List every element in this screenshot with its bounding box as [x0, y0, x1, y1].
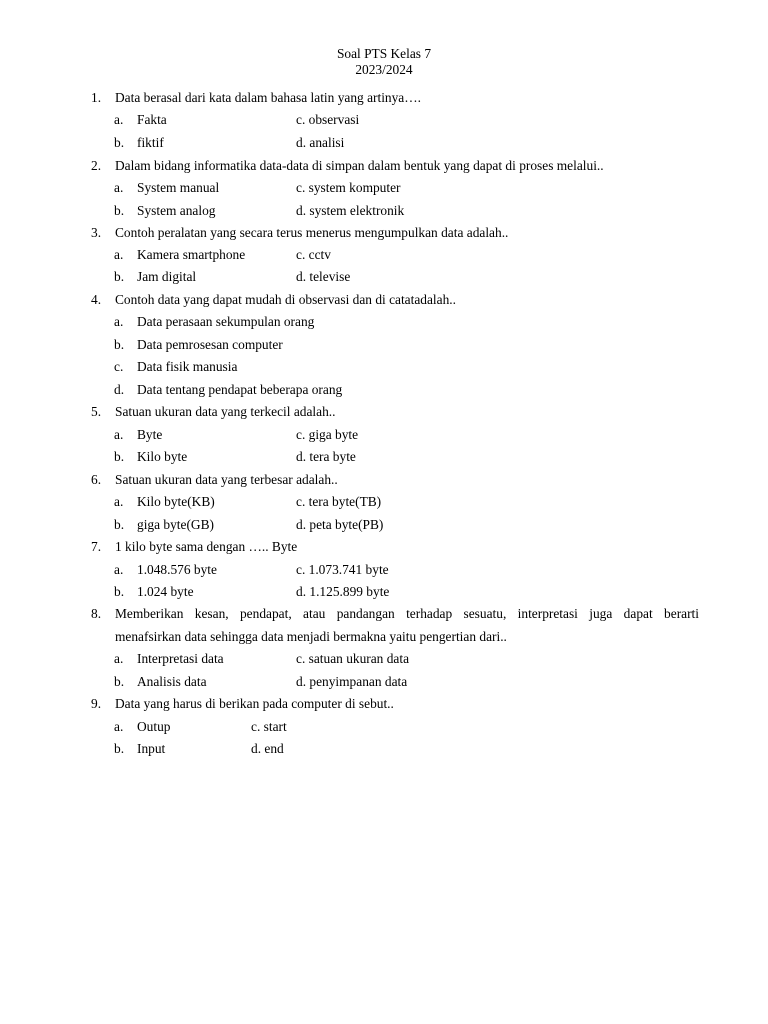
- option-c: Data fisik manusia: [137, 359, 238, 374]
- option-b: fiktif: [137, 135, 164, 150]
- option-letter: a.: [114, 494, 124, 509]
- option-letter: b.: [114, 584, 125, 599]
- question-number: 4.: [91, 292, 102, 307]
- question-number: 6.: [91, 472, 102, 487]
- option-letter: c.: [114, 359, 124, 374]
- question-number: 8.: [91, 606, 102, 621]
- option-b: Analisis data: [137, 674, 207, 689]
- option-c: c. cctv: [296, 247, 331, 262]
- option-letter: b.: [114, 741, 125, 756]
- option-letter: a.: [114, 719, 124, 734]
- option-letter: a.: [114, 247, 124, 262]
- option-b: System analog: [137, 203, 216, 218]
- option-letter: a.: [114, 314, 124, 329]
- option-letter: b.: [114, 449, 125, 464]
- question-number: 7.: [91, 539, 102, 554]
- option-letter: b.: [114, 203, 125, 218]
- option-c: c. observasi: [296, 112, 360, 127]
- question-number: 3.: [91, 225, 102, 240]
- option-d: d. end: [251, 741, 284, 756]
- option-b: Data pemrosesan computer: [137, 337, 283, 352]
- option-c: c. start: [251, 719, 287, 734]
- option-d: d. tera byte: [296, 449, 356, 464]
- question-text: Dalam bidang informatika data-data di simpan dalam bentuk yang dapat di proses melalui..: [115, 158, 604, 173]
- option-a: Data perasaan sekumpulan orang: [137, 314, 315, 329]
- question-text: Satuan ukuran data yang terkecil adalah..: [115, 404, 336, 419]
- option-letter: a.: [114, 651, 124, 666]
- option-letter: b.: [114, 269, 125, 284]
- option-d: d. 1.125.899 byte: [296, 584, 390, 599]
- option-letter: a.: [114, 112, 124, 127]
- question-number: 1.: [91, 90, 102, 105]
- option-letter: b.: [114, 135, 125, 150]
- question-text-line-2: menafsirkan data sehingga data menjadi bermakna yaitu pengertian dari..: [115, 629, 507, 644]
- option-a: Kamera smartphone: [137, 247, 246, 262]
- question-number: 5.: [91, 404, 102, 419]
- option-d: d. televise: [296, 269, 351, 284]
- option-b: Jam digital: [137, 269, 197, 284]
- option-b: Kilo byte: [137, 449, 188, 464]
- option-a: Byte: [137, 427, 163, 442]
- option-a: System manual: [137, 180, 220, 195]
- option-c: c. tera byte(TB): [296, 494, 382, 509]
- document-subtitle: 2023/2024: [355, 62, 413, 77]
- option-a: Interpretasi data: [137, 651, 224, 666]
- option-a: Fakta: [137, 112, 167, 127]
- question-text: Data berasal dari kata dalam bahasa latin yang artinya….: [115, 90, 421, 105]
- option-c: c. satuan ukuran data: [296, 651, 410, 666]
- option-d: d. system elektronik: [296, 203, 405, 218]
- option-b: giga byte(GB): [137, 517, 214, 532]
- question-text: 1 kilo byte sama dengan ….. Byte: [115, 539, 298, 554]
- option-a: Kilo byte(KB): [137, 494, 215, 509]
- option-a: Outup: [137, 719, 171, 734]
- option-letter: a.: [114, 562, 124, 577]
- option-d: d. analisi: [296, 135, 345, 150]
- question-text: Contoh data yang dapat mudah di observasi dan di catatadalah..: [115, 292, 456, 307]
- option-letter: a.: [114, 427, 124, 442]
- question-number: 9.: [91, 696, 102, 711]
- option-letter: b.: [114, 517, 125, 532]
- option-letter: b.: [114, 674, 125, 689]
- question-text: Satuan ukuran data yang terbesar adalah..: [115, 472, 338, 487]
- option-c: c. 1.073.741 byte: [296, 562, 389, 577]
- question-text: Memberikan kesan, pendapat, atau pandangan terhadap sesuatu, interpretasi juga dapat berarti: [115, 606, 699, 621]
- option-d: d. penyimpanan data: [296, 674, 408, 689]
- option-d: Data tentang pendapat beberapa orang: [137, 382, 343, 397]
- question-text: Contoh peralatan yang secara terus menerus mengumpulkan data adalah..: [115, 225, 509, 240]
- question-number: 2.: [91, 158, 102, 173]
- option-c: c. giga byte: [296, 427, 359, 442]
- option-letter: d.: [114, 382, 125, 397]
- option-c: c. system komputer: [296, 180, 401, 195]
- document-title: Soal PTS Kelas 7: [336, 46, 432, 61]
- option-b: 1.024 byte: [137, 584, 194, 599]
- option-d: d. peta byte(PB): [296, 517, 384, 532]
- option-a: 1.048.576 byte: [137, 562, 217, 577]
- question-text: Data yang harus di berikan pada computer di sebut..: [115, 696, 394, 711]
- option-letter: b.: [114, 337, 125, 352]
- option-b: Input: [137, 741, 166, 756]
- option-letter: a.: [114, 180, 124, 195]
